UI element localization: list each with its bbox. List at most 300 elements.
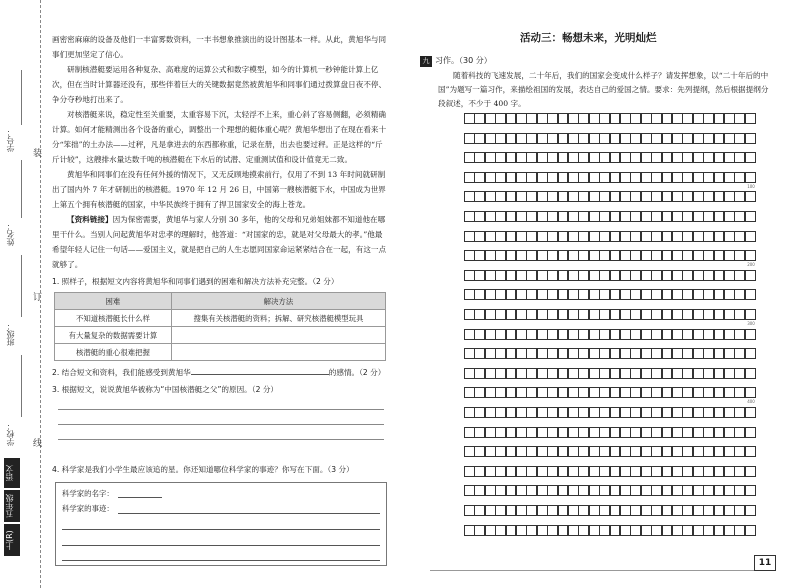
grid-cell[interactable]	[485, 525, 496, 536]
grid-cell[interactable]	[568, 348, 579, 359]
grid-cell[interactable]	[672, 172, 683, 183]
grid-cell[interactable]	[464, 231, 475, 242]
grid-cell[interactable]	[682, 172, 693, 183]
grid-cell[interactable]	[599, 387, 610, 398]
grid-cell[interactable]	[568, 329, 579, 340]
grid-cell[interactable]	[703, 250, 714, 261]
grid-cell[interactable]	[641, 270, 652, 281]
grid-cell[interactable]	[568, 231, 579, 242]
grid-cell[interactable]	[526, 505, 537, 516]
grid-cell[interactable]	[589, 289, 600, 300]
grid-cell[interactable]	[610, 329, 621, 340]
grid-cell[interactable]	[651, 466, 662, 477]
grid-cell[interactable]	[547, 113, 558, 124]
grid-cell[interactable]	[599, 505, 610, 516]
answer-line[interactable]	[58, 412, 384, 425]
grid-cell[interactable]	[537, 387, 548, 398]
grid-cell[interactable]	[651, 309, 662, 320]
grid-cell[interactable]	[516, 505, 527, 516]
grid-cell[interactable]	[682, 466, 693, 477]
grid-cell[interactable]	[693, 446, 704, 457]
grid-cell[interactable]	[495, 525, 506, 536]
grid-cell[interactable]	[589, 211, 600, 222]
grid-cell[interactable]	[589, 191, 600, 202]
grid-cell[interactable]	[610, 211, 621, 222]
grid-cell[interactable]	[672, 387, 683, 398]
grid-cell[interactable]	[662, 446, 673, 457]
grid-cell[interactable]	[610, 466, 621, 477]
grid-cell[interactable]	[464, 368, 475, 379]
grid-cell[interactable]	[495, 485, 506, 496]
grid-cell[interactable]	[662, 250, 673, 261]
grid-cell[interactable]	[703, 211, 714, 222]
grid-cell[interactable]	[672, 152, 683, 163]
grid-cell[interactable]	[589, 387, 600, 398]
grid-cell[interactable]	[506, 446, 517, 457]
grid-cell[interactable]	[506, 387, 517, 398]
grid-cell[interactable]	[547, 289, 558, 300]
grid-cell[interactable]	[516, 407, 527, 418]
grid-cell[interactable]	[495, 387, 506, 398]
grid-cell[interactable]	[537, 368, 548, 379]
grid-cell[interactable]	[724, 427, 735, 438]
grid-cell[interactable]	[641, 231, 652, 242]
grid-cell[interactable]	[662, 231, 673, 242]
grid-cell[interactable]	[537, 191, 548, 202]
grid-cell[interactable]	[537, 289, 548, 300]
grid-cell[interactable]	[495, 289, 506, 300]
grid-cell[interactable]	[599, 152, 610, 163]
grid-cell[interactable]	[495, 329, 506, 340]
grid-cell[interactable]	[495, 172, 506, 183]
grid-cell[interactable]	[474, 191, 485, 202]
grid-cell[interactable]	[485, 466, 496, 477]
grid-cell[interactable]	[526, 191, 537, 202]
grid-cell[interactable]	[745, 191, 756, 202]
grid-cell[interactable]	[485, 485, 496, 496]
grid-cell[interactable]	[568, 133, 579, 144]
grid-cell[interactable]	[558, 289, 569, 300]
grid-cell[interactable]	[599, 172, 610, 183]
grid-cell[interactable]	[589, 133, 600, 144]
grid-cell[interactable]	[474, 289, 485, 300]
grid-cell[interactable]	[485, 231, 496, 242]
grid-cell[interactable]	[506, 466, 517, 477]
grid-cell[interactable]	[558, 172, 569, 183]
grid-cell[interactable]	[599, 368, 610, 379]
grid-cell[interactable]	[662, 152, 673, 163]
grid-cell[interactable]	[485, 446, 496, 457]
grid-cell[interactable]	[558, 525, 569, 536]
grid-cell[interactable]	[703, 485, 714, 496]
grid-cell[interactable]	[651, 446, 662, 457]
grid-cell[interactable]	[745, 329, 756, 340]
grid-cell[interactable]	[672, 231, 683, 242]
grid-cell[interactable]	[724, 289, 735, 300]
grid-cell[interactable]	[506, 505, 517, 516]
grid-cell[interactable]	[516, 309, 527, 320]
grid-cell[interactable]	[662, 505, 673, 516]
grid-cell[interactable]	[714, 191, 725, 202]
grid-cell[interactable]	[620, 485, 631, 496]
grid-cell[interactable]	[662, 289, 673, 300]
grid-cell[interactable]	[630, 113, 641, 124]
grid-cell[interactable]	[526, 348, 537, 359]
grid-cell[interactable]	[641, 348, 652, 359]
grid-cell[interactable]	[589, 446, 600, 457]
grid-cell[interactable]	[651, 348, 662, 359]
grid-cell[interactable]	[620, 152, 631, 163]
grid-cell[interactable]	[558, 329, 569, 340]
grid-cell[interactable]	[641, 407, 652, 418]
grid-cell[interactable]	[693, 485, 704, 496]
grid-cell[interactable]	[610, 525, 621, 536]
grid-cell[interactable]	[578, 329, 589, 340]
grid-cell[interactable]	[714, 368, 725, 379]
grid-cell[interactable]	[464, 407, 475, 418]
grid-cell[interactable]	[724, 485, 735, 496]
grid-cell[interactable]	[620, 250, 631, 261]
grid-cell[interactable]	[651, 172, 662, 183]
grid-cell[interactable]	[506, 231, 517, 242]
grid-cell[interactable]	[682, 231, 693, 242]
grid-cell[interactable]	[745, 250, 756, 261]
grid-cell[interactable]	[610, 505, 621, 516]
grid-cell[interactable]	[672, 309, 683, 320]
grid-cell[interactable]	[568, 172, 579, 183]
grid-cell[interactable]	[464, 505, 475, 516]
grid-cell[interactable]	[547, 387, 558, 398]
grid-cell[interactable]	[745, 113, 756, 124]
grid-cell[interactable]	[641, 368, 652, 379]
grid-cell[interactable]	[516, 329, 527, 340]
grid-cell[interactable]	[547, 152, 558, 163]
grid-cell[interactable]	[578, 231, 589, 242]
grid-cell[interactable]	[474, 250, 485, 261]
grid-cell[interactable]	[537, 505, 548, 516]
grid-cell[interactable]	[474, 309, 485, 320]
grid-cell[interactable]	[682, 113, 693, 124]
grid-cell[interactable]	[703, 505, 714, 516]
grid-cell[interactable]	[630, 133, 641, 144]
grid-cell[interactable]	[662, 211, 673, 222]
grid-cell[interactable]	[537, 329, 548, 340]
grid-cell[interactable]	[630, 270, 641, 281]
grid-cell[interactable]	[578, 211, 589, 222]
grid-cell[interactable]	[630, 485, 641, 496]
grid-cell[interactable]	[599, 427, 610, 438]
grid-cell[interactable]	[474, 368, 485, 379]
grid-cell[interactable]	[630, 172, 641, 183]
grid-cell[interactable]	[714, 505, 725, 516]
grid-cell[interactable]	[724, 505, 735, 516]
grid-cell[interactable]	[672, 427, 683, 438]
grid-cell[interactable]	[610, 289, 621, 300]
grid-cell[interactable]	[537, 133, 548, 144]
grid-cell[interactable]	[693, 466, 704, 477]
grid-cell[interactable]	[568, 525, 579, 536]
grid-cell[interactable]	[526, 113, 537, 124]
grid-cell[interactable]	[474, 329, 485, 340]
grid-cell[interactable]	[641, 505, 652, 516]
grid-cell[interactable]	[734, 270, 745, 281]
grid-cell[interactable]	[589, 250, 600, 261]
grid-cell[interactable]	[745, 289, 756, 300]
grid-cell[interactable]	[672, 407, 683, 418]
grid-cell[interactable]	[516, 113, 527, 124]
grid-cell[interactable]	[651, 289, 662, 300]
grid-cell[interactable]	[714, 407, 725, 418]
grid-cell[interactable]	[745, 485, 756, 496]
grid-cell[interactable]	[464, 270, 475, 281]
grid-cell[interactable]	[578, 309, 589, 320]
grid-cell[interactable]	[474, 172, 485, 183]
grid-cell[interactable]	[703, 270, 714, 281]
grid-cell[interactable]	[558, 231, 569, 242]
grid-cell[interactable]	[682, 485, 693, 496]
grid-cell[interactable]	[693, 427, 704, 438]
grid-cell[interactable]	[620, 368, 631, 379]
grid-cell[interactable]	[610, 152, 621, 163]
grid-cell[interactable]	[630, 152, 641, 163]
grid-cell[interactable]	[745, 525, 756, 536]
grid-cell[interactable]	[662, 525, 673, 536]
grid-cell[interactable]	[724, 231, 735, 242]
grid-cell[interactable]	[714, 329, 725, 340]
grid-cell[interactable]	[745, 387, 756, 398]
grid-cell[interactable]	[464, 348, 475, 359]
grid-cell[interactable]	[516, 466, 527, 477]
grid-cell[interactable]	[537, 407, 548, 418]
grid-cell[interactable]	[724, 211, 735, 222]
grid-cell[interactable]	[620, 172, 631, 183]
grid-cell[interactable]	[693, 348, 704, 359]
grid-cell[interactable]	[610, 427, 621, 438]
grid-cell[interactable]	[537, 113, 548, 124]
grid-cell[interactable]	[745, 446, 756, 457]
grid-cell[interactable]	[516, 427, 527, 438]
grid-cell[interactable]	[682, 427, 693, 438]
grid-cell[interactable]	[464, 329, 475, 340]
grid-cell[interactable]	[558, 427, 569, 438]
grid-cell[interactable]	[630, 348, 641, 359]
grid-cell[interactable]	[703, 133, 714, 144]
grid-cell[interactable]	[630, 329, 641, 340]
grid-cell[interactable]	[641, 446, 652, 457]
grid-cell[interactable]	[578, 505, 589, 516]
grid-cell[interactable]	[589, 172, 600, 183]
grid-cell[interactable]	[734, 446, 745, 457]
grid-cell[interactable]	[745, 407, 756, 418]
answer-line[interactable]	[58, 427, 384, 440]
grid-cell[interactable]	[651, 250, 662, 261]
answer-line[interactable]	[58, 397, 384, 410]
grid-cell[interactable]	[682, 211, 693, 222]
grid-cell[interactable]	[714, 446, 725, 457]
grid-cell[interactable]	[682, 250, 693, 261]
grid-cell[interactable]	[630, 387, 641, 398]
grid-cell[interactable]	[745, 211, 756, 222]
grid-cell[interactable]	[745, 466, 756, 477]
grid-cell[interactable]	[620, 525, 631, 536]
grid-cell[interactable]	[620, 211, 631, 222]
grid-cell[interactable]	[693, 368, 704, 379]
grid-cell[interactable]	[662, 485, 673, 496]
grid-cell[interactable]	[641, 289, 652, 300]
grid-cell[interactable]	[682, 525, 693, 536]
grid-cell[interactable]	[495, 231, 506, 242]
grid-cell[interactable]	[641, 133, 652, 144]
grid-cell[interactable]	[516, 446, 527, 457]
grid-cell[interactable]	[651, 329, 662, 340]
grid-cell[interactable]	[703, 309, 714, 320]
grid-cell[interactable]	[620, 191, 631, 202]
grid-cell[interactable]	[578, 525, 589, 536]
grid-cell[interactable]	[485, 368, 496, 379]
grid-cell[interactable]	[526, 309, 537, 320]
grid-cell[interactable]	[630, 368, 641, 379]
grid-cell[interactable]	[506, 525, 517, 536]
grid-cell[interactable]	[620, 270, 631, 281]
grid-cell[interactable]	[724, 152, 735, 163]
grid-cell[interactable]	[558, 113, 569, 124]
grid-cell[interactable]	[641, 113, 652, 124]
grid-cell[interactable]	[714, 485, 725, 496]
grid-cell[interactable]	[516, 289, 527, 300]
grid-cell[interactable]	[714, 387, 725, 398]
grid-cell[interactable]	[641, 329, 652, 340]
grid-cell[interactable]	[537, 231, 548, 242]
grid-cell[interactable]	[672, 485, 683, 496]
grid-cell[interactable]	[578, 289, 589, 300]
grid-cell[interactable]	[651, 211, 662, 222]
grid-cell[interactable]	[703, 113, 714, 124]
grid-cell[interactable]	[526, 133, 537, 144]
grid-cell[interactable]	[745, 309, 756, 320]
grid-cell[interactable]	[693, 407, 704, 418]
grid-cell[interactable]	[537, 446, 548, 457]
grid-cell[interactable]	[672, 368, 683, 379]
grid-cell[interactable]	[662, 427, 673, 438]
grid-cell[interactable]	[568, 485, 579, 496]
grid-cell[interactable]	[589, 231, 600, 242]
grid-cell[interactable]	[485, 133, 496, 144]
grid-cell[interactable]	[745, 172, 756, 183]
grid-cell[interactable]	[558, 152, 569, 163]
grid-cell[interactable]	[485, 407, 496, 418]
grid-cell[interactable]	[703, 329, 714, 340]
grid-cell[interactable]	[558, 505, 569, 516]
grid-cell[interactable]	[558, 133, 569, 144]
grid-cell[interactable]	[714, 309, 725, 320]
grid-cell[interactable]	[662, 466, 673, 477]
grid-cell[interactable]	[516, 348, 527, 359]
grid-cell[interactable]	[495, 113, 506, 124]
grid-cell[interactable]	[651, 191, 662, 202]
grid-cell[interactable]	[547, 133, 558, 144]
grid-cell[interactable]	[516, 152, 527, 163]
grid-cell[interactable]	[724, 250, 735, 261]
grid-cell[interactable]	[682, 289, 693, 300]
grid-cell[interactable]	[734, 172, 745, 183]
grid-cell[interactable]	[578, 485, 589, 496]
grid-cell[interactable]	[464, 289, 475, 300]
grid-cell[interactable]	[578, 427, 589, 438]
grid-cell[interactable]	[474, 231, 485, 242]
grid-cell[interactable]	[682, 505, 693, 516]
grid-cell[interactable]	[474, 270, 485, 281]
grid-cell[interactable]	[599, 309, 610, 320]
grid-cell[interactable]	[506, 427, 517, 438]
grid-cell[interactable]	[724, 133, 735, 144]
grid-cell[interactable]	[589, 309, 600, 320]
grid-cell[interactable]	[724, 172, 735, 183]
grid-cell[interactable]	[651, 133, 662, 144]
grid-cell[interactable]	[506, 191, 517, 202]
grid-cell[interactable]	[641, 466, 652, 477]
grid-cell[interactable]	[610, 387, 621, 398]
grid-cell[interactable]	[516, 270, 527, 281]
grid-cell[interactable]	[703, 348, 714, 359]
grid-cell[interactable]	[526, 211, 537, 222]
grid-cell[interactable]	[547, 309, 558, 320]
grid-cell[interactable]	[745, 505, 756, 516]
grid-cell[interactable]	[662, 309, 673, 320]
grid-cell[interactable]	[651, 387, 662, 398]
grid-cell[interactable]	[693, 113, 704, 124]
grid-cell[interactable]	[516, 485, 527, 496]
grid-cell[interactable]	[610, 446, 621, 457]
grid-cell[interactable]	[745, 348, 756, 359]
grid-cell[interactable]	[651, 525, 662, 536]
grid-cell[interactable]	[547, 329, 558, 340]
grid-cell[interactable]	[568, 407, 579, 418]
grid-cell[interactable]	[547, 250, 558, 261]
grid-cell[interactable]	[610, 407, 621, 418]
grid-cell[interactable]	[589, 113, 600, 124]
grid-cell[interactable]	[620, 329, 631, 340]
grid-cell[interactable]	[724, 113, 735, 124]
grid-cell[interactable]	[506, 368, 517, 379]
grid-cell[interactable]	[630, 231, 641, 242]
grid-cell[interactable]	[714, 250, 725, 261]
grid-cell[interactable]	[745, 231, 756, 242]
grid-cell[interactable]	[610, 231, 621, 242]
grid-cell[interactable]	[589, 505, 600, 516]
grid-cell[interactable]	[558, 407, 569, 418]
grid-cell[interactable]	[620, 133, 631, 144]
grid-cell[interactable]	[485, 505, 496, 516]
grid-cell[interactable]	[474, 211, 485, 222]
grid-cell[interactable]	[474, 152, 485, 163]
grid-cell[interactable]	[516, 231, 527, 242]
answer-line[interactable]	[62, 560, 380, 561]
grid-cell[interactable]	[526, 525, 537, 536]
grid-cell[interactable]	[693, 172, 704, 183]
grid-cell[interactable]	[568, 191, 579, 202]
grid-cell[interactable]	[610, 485, 621, 496]
grid-cell[interactable]	[703, 191, 714, 202]
grid-cell[interactable]	[693, 525, 704, 536]
grid-cell[interactable]	[558, 309, 569, 320]
grid-cell[interactable]	[578, 407, 589, 418]
grid-cell[interactable]	[610, 270, 621, 281]
grid-cell[interactable]	[537, 270, 548, 281]
grid-cell[interactable]	[682, 387, 693, 398]
scientist-deeds-field[interactable]	[118, 513, 380, 514]
grid-cell[interactable]	[662, 348, 673, 359]
grid-cell[interactable]	[464, 211, 475, 222]
